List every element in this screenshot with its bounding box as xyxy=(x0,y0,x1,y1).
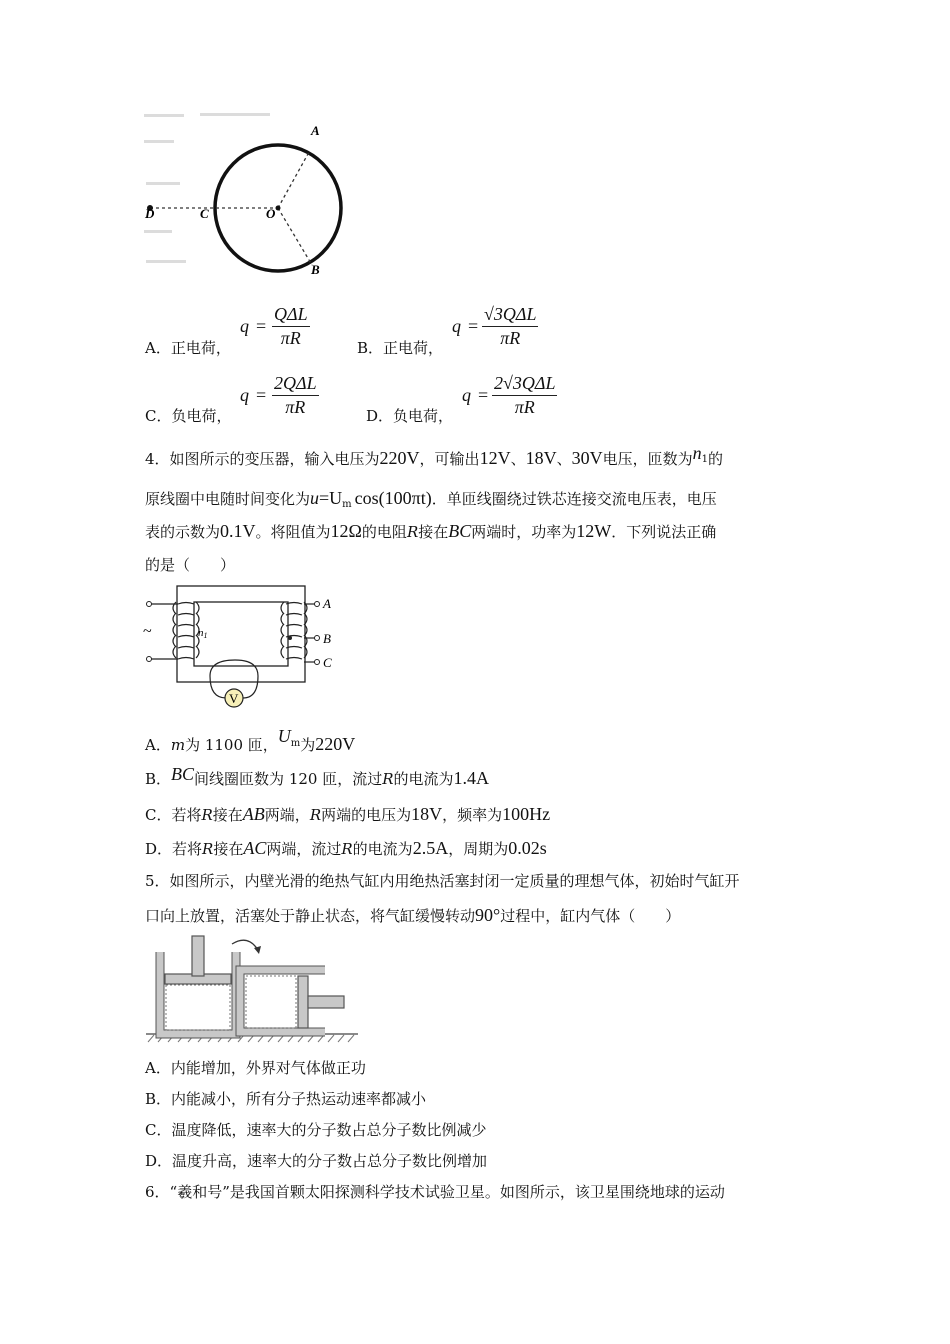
terminal-B-label: B xyxy=(323,631,331,646)
transformer-figure xyxy=(140,580,340,715)
terminal-A-label: A xyxy=(323,596,331,611)
label-A: A xyxy=(311,123,320,138)
voltmeter-label: V xyxy=(229,691,239,706)
q5-line-2: 口向上放置，活塞处于静止状态，将气缸缓慢转动90°过程中，缸内气体（ ） xyxy=(145,905,681,925)
q4-line-4: 的是（ ） xyxy=(145,556,236,574)
label-O: O xyxy=(266,206,276,221)
q3-option-c-q: q xyxy=(240,385,249,405)
q6-line-1: 6．“羲和号”是我国首颗太阳探测科学技术试验卫星。如图所示，该卫星围绕地球的运动 xyxy=(145,1183,725,1201)
q3-option-a-fraction: QΔL πR xyxy=(274,304,308,348)
coil-n1-label: n1 xyxy=(198,627,208,640)
q3-option-c-label: C．负电荷， xyxy=(145,407,232,425)
q4-line-1: 4．如图所示的变压器，输入电压为220V，可输出12V、18V、30V电压，匝数为n1的 xyxy=(145,443,723,468)
q4-option-c: C．若将R接在AB两端，R两端的电压为18V，频率为100Hz xyxy=(145,804,551,824)
q4-line-2: 原线圈中电随时间变化为$u=U_m$ cos(100πt)．单匝线圈绕过铁芯连接交流电压表，电压 xyxy=(145,488,717,510)
ac-source-symbol: ~ xyxy=(143,623,152,640)
q5-line-1: 5．如图所示，内壁光滑的绝热气缸内用绝热活塞封闭一定质量的理想气体，初始时气缸开 xyxy=(145,872,740,890)
q3-option-b-q: q xyxy=(452,316,461,336)
label-B: B xyxy=(311,262,320,277)
q5-option-a: A．内能增加，外界对气体做正功 xyxy=(145,1059,366,1077)
label-C: C xyxy=(200,206,209,221)
q3-option-d-q: q xyxy=(462,385,471,405)
q3-option-d-fraction: 2√3QΔL πR xyxy=(494,373,556,417)
q5-option-c: C．温度降低，速率大的分子数占总分子数比例减少 xyxy=(145,1121,487,1139)
gas-cylinder-figure xyxy=(140,930,360,1045)
q5-option-b: B．内能减小，所有分子热运动速率都减小 xyxy=(145,1090,427,1108)
q3-option-b-label: B．正电荷， xyxy=(357,339,444,357)
q3-option-c-fraction: 2QΔL πR xyxy=(274,373,317,417)
label-D: D xyxy=(145,206,155,221)
q5-option-d: D．温度升高，速率大的分子数占总分子数比例增加 xyxy=(145,1152,488,1170)
q3-option-a-eq: = xyxy=(256,316,267,336)
q3-option-a-label: A．正电荷， xyxy=(145,339,231,357)
circle-charge-figure xyxy=(140,110,360,290)
q3-option-d-eq: = xyxy=(478,385,489,405)
q3-option-d-label: D．负电荷， xyxy=(366,407,454,425)
q3-option-c-eq: = xyxy=(256,385,267,405)
q3-option-b-eq: = xyxy=(468,316,479,336)
q3-option-b-fraction: √3QΔL πR xyxy=(484,304,537,348)
q4-line-3: 表的示数为0.1V。将阻值为12Ω的电阻R接在BC两端时，功率为12W．下列说法正确 xyxy=(145,521,717,541)
q4-option-a: A．m为 1100 匝，$U^m$为220V xyxy=(145,726,356,754)
q4-option-b: B．BC间线圈匝数为 120 匝，流过R的电流为1.4A xyxy=(145,764,490,788)
terminal-C-label: C xyxy=(323,655,332,670)
q4-option-d: D．若将R接在AC两端，流过R的电流为2.5A，周期为0.02s xyxy=(145,838,547,858)
q3-option-a-q: q xyxy=(240,316,249,336)
